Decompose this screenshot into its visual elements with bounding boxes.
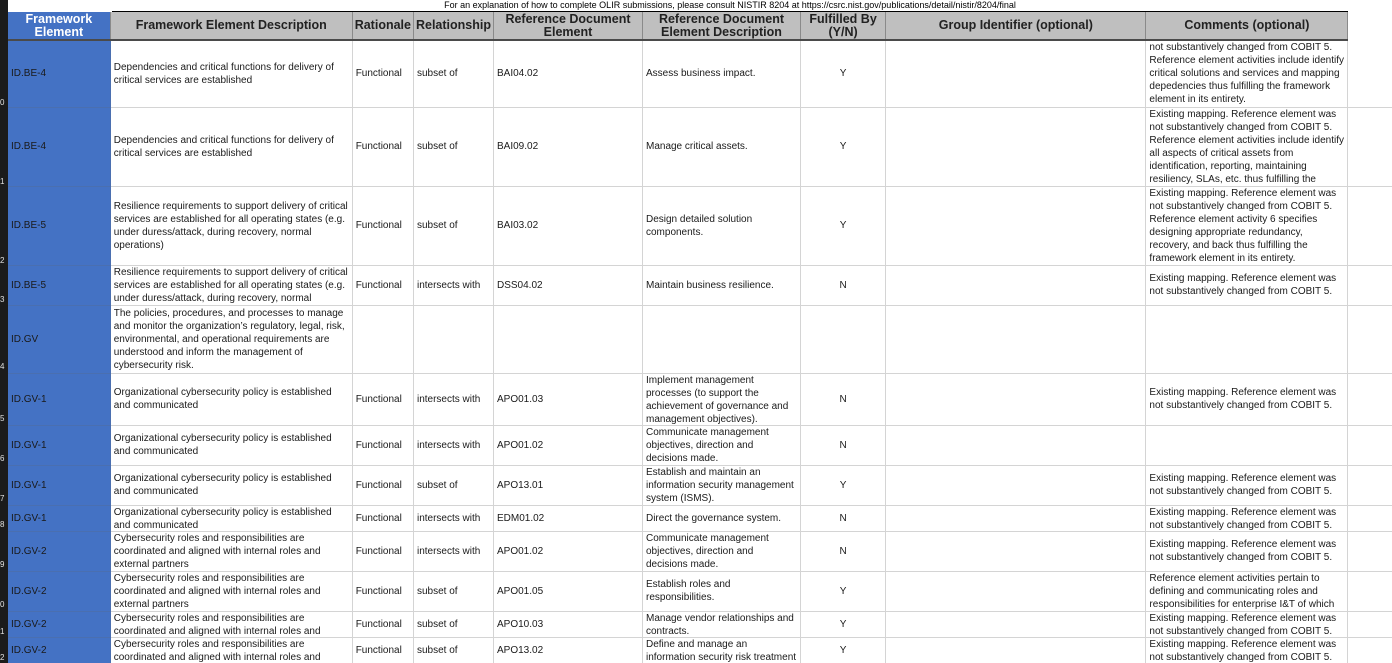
row-number-7[interactable]: 7 [0, 494, 5, 503]
reference-document-element-cell[interactable] [493, 107, 642, 186]
relationship-cell-text: intersects with [416, 512, 481, 524]
rationale-cell-text: Functional [355, 585, 402, 597]
empty-cell[interactable] [1348, 611, 1392, 637]
group-identifier-cell[interactable] [886, 505, 1146, 531]
framework-element-cell-text: ID.GV [11, 333, 39, 345]
table-row [8, 425, 1392, 465]
fulfilled-by-cell[interactable] [800, 305, 885, 373]
framework-element-cell-text: ID.GV-2 [11, 545, 47, 557]
framework-element-cell-text: ID.GV-2 [11, 644, 47, 656]
framework-element-description-cell-text: Organizational cybersecurity policy is established and communicated [113, 387, 332, 411]
reference-document-element-description-cell-text: Implement management processes (to support the achievement of governance and management objectives). [645, 374, 789, 425]
empty-cell[interactable] [1348, 571, 1392, 611]
framework-element-description-cell-text: Cybersecurity roles and responsibilities are coordinated and aligned with internal roles and [113, 612, 321, 637]
group-identifier-cell[interactable] [886, 571, 1146, 611]
empty-cell[interactable] [1348, 305, 1392, 373]
reference-document-element-cell[interactable] [493, 637, 642, 663]
reference-document-element-cell-text: BAI04.02 [496, 68, 539, 80]
framework-element-description-cell-text: Cybersecurity roles and responsibilities are coordinated and aligned with internal roles and external partners [113, 572, 321, 610]
comments-cell-text: Existing mapping. Reference element was not substantively changed from COBIT 5. Reference element activity 6 specifies designing appropriate redundancy, recovery, and back thus fulfilling the framework element in its entirety. [1149, 187, 1337, 264]
comments-cell-text: Existing mapping. Reference element was not substantively changed from COBIT 5. [1149, 638, 1337, 663]
rationale-cell[interactable] [352, 40, 413, 107]
header-comments[interactable]: Comments (optional) [1146, 12, 1348, 40]
reference-document-element-cell-text: APO01.05 [496, 585, 544, 597]
relationship-cell[interactable] [413, 186, 493, 265]
reference-document-element-description-cell-text: Manage vendor relationships and contracts. [645, 612, 794, 637]
relationship-cell[interactable] [413, 611, 493, 637]
reference-document-element-cell[interactable] [493, 305, 642, 373]
comments-cell-text: Existing mapping. Reference element was not substantively changed from COBIT 5. [1149, 612, 1337, 637]
rationale-cell[interactable] [352, 305, 413, 373]
comments-cell[interactable] [1146, 373, 1348, 425]
rationale-cell[interactable] [352, 505, 413, 531]
reference-document-element-description-cell[interactable] [642, 186, 800, 265]
rationale-cell[interactable] [352, 465, 413, 505]
reference-document-element-cell[interactable] [493, 425, 642, 465]
empty-cell[interactable] [1348, 40, 1392, 107]
comments-cell[interactable] [1146, 611, 1348, 637]
reference-document-element-description-cell[interactable] [642, 425, 800, 465]
fulfilled-by-cell[interactable] [800, 373, 885, 425]
reference-document-element-cell-text: DSS04.02 [496, 279, 543, 291]
framework-element-description-cell[interactable] [110, 571, 352, 611]
reference-document-element-cell[interactable] [493, 571, 642, 611]
reference-document-element-description-cell-text: Manage critical assets. [645, 141, 748, 152]
reference-document-element-description-cell-text: Assess business impact. [645, 68, 756, 80]
framework-element-description-cell-text: The policies, procedures, and processes to manage and monitor the organization’s regulatory, legal, risk, environmental, and operational requirements are understood and inform the management of cybersecurity risk. [113, 307, 345, 371]
header-empty-cell[interactable] [1348, 12, 1392, 40]
comments-cell[interactable] [1146, 571, 1348, 611]
fulfilled-by-cell-text: Y [839, 618, 847, 630]
header-fulfilled-by[interactable]: Fulfilled By (Y/N) [800, 12, 885, 40]
group-identifier-cell[interactable] [886, 637, 1146, 663]
fulfilled-by-cell[interactable] [800, 265, 885, 305]
empty-cell[interactable] [1348, 373, 1392, 425]
rationale-cell[interactable] [352, 373, 413, 425]
header-framework-element[interactable]: Framework Element [8, 12, 110, 40]
row-number-2[interactable]: 2 [0, 256, 5, 265]
relationship-cell-text: intersects with [416, 393, 481, 405]
relationship-cell[interactable] [413, 465, 493, 505]
reference-document-element-cell-text: APO01.03 [496, 393, 544, 405]
framework-element-cell[interactable] [8, 637, 110, 663]
relationship-cell[interactable] [413, 373, 493, 425]
rationale-cell[interactable] [352, 611, 413, 637]
framework-element-cell-text: ID.BE-5 [11, 279, 47, 291]
relationship-cell[interactable] [413, 637, 493, 663]
reference-document-element-description-cell[interactable] [642, 637, 800, 663]
relationship-cell-text: subset of [416, 585, 458, 597]
reference-document-element-cell[interactable] [493, 531, 642, 571]
relationship-cell[interactable] [413, 571, 493, 611]
rationale-cell[interactable] [352, 571, 413, 611]
row-number-6[interactable]: 6 [0, 454, 5, 463]
comments-cell-text: Existing mapping. Reference element was not substantively changed from COBIT 5. [1149, 473, 1337, 497]
empty-cell[interactable] [1348, 637, 1392, 663]
relationship-cell-text: subset of [416, 141, 458, 152]
rationale-cell-text: Functional [355, 545, 402, 557]
empty-cell[interactable] [1348, 465, 1392, 505]
fulfilled-by-cell[interactable] [800, 186, 885, 265]
fulfilled-by-cell-text: N [839, 439, 847, 451]
fulfilled-by-cell[interactable] [800, 465, 885, 505]
rationale-cell-text: Functional [355, 618, 402, 630]
table-row [8, 305, 1392, 373]
group-identifier-cell[interactable] [886, 611, 1146, 637]
table-row [8, 505, 1392, 531]
framework-element-description-cell[interactable] [110, 611, 352, 637]
reference-document-element-cell-text: APO13.01 [496, 479, 544, 491]
empty-cell[interactable] [1348, 505, 1392, 531]
rationale-cell[interactable] [352, 425, 413, 465]
table-row [8, 107, 1392, 186]
relationship-cell-text: intersects with [416, 279, 481, 291]
framework-element-description-cell-text: Cybersecurity roles and responsibilities are coordinated and aligned with internal roles and external partners [113, 532, 321, 570]
rationale-cell-text: Functional [355, 644, 402, 656]
fulfilled-by-cell-text: Y [839, 479, 847, 491]
relationship-cell-text: subset of [416, 68, 458, 80]
framework-element-cell[interactable] [8, 373, 110, 425]
header-rationale[interactable]: Rationale [352, 12, 413, 40]
reference-document-element-cell-text: BAI03.02 [496, 220, 539, 231]
framework-element-cell-text: ID.GV-1 [11, 512, 47, 524]
empty-cell[interactable] [1348, 425, 1392, 465]
framework-element-description-cell[interactable] [110, 373, 352, 425]
reference-document-element-cell[interactable] [493, 465, 642, 505]
reference-document-element-description-cell-text: Establish and maintain an information security management system (ISMS). [645, 466, 794, 504]
reference-document-element-description-cell-text: Communicate management objectives, direction and decisions made. [645, 426, 769, 464]
reference-document-element-cell[interactable] [493, 40, 642, 107]
relationship-cell[interactable] [413, 40, 493, 107]
group-identifier-cell[interactable] [886, 425, 1146, 465]
rationale-cell-text: Functional [355, 141, 402, 152]
row-number-10[interactable]: 0 [0, 600, 5, 609]
framework-element-cell[interactable] [8, 505, 110, 531]
group-identifier-cell[interactable] [886, 265, 1146, 305]
reference-document-element-description-cell[interactable] [642, 571, 800, 611]
framework-element-cell[interactable] [8, 186, 110, 265]
reference-document-element-description-cell[interactable] [642, 305, 800, 373]
framework-element-cell-text: ID.BE-4 [11, 141, 47, 152]
framework-element-description-cell[interactable] [110, 505, 352, 531]
reference-document-element-cell[interactable] [493, 265, 642, 305]
comments-cell[interactable] [1146, 107, 1348, 186]
reference-document-element-cell[interactable] [493, 186, 642, 265]
relationship-cell-text: intersects with [416, 545, 481, 557]
reference-document-element-cell-text: APO01.02 [496, 439, 544, 451]
framework-element-cell[interactable] [8, 40, 110, 107]
comments-cell[interactable] [1146, 637, 1348, 663]
comments-cell[interactable] [1146, 186, 1348, 265]
reference-document-element-description-cell[interactable] [642, 373, 800, 425]
framework-element-cell[interactable] [8, 425, 110, 465]
framework-element-description-cell-text: Organizational cybersecurity policy is established and communicated [113, 473, 332, 497]
reference-document-element-description-cell-text: Maintain business resilience. [645, 279, 774, 291]
framework-element-cell[interactable] [8, 305, 110, 373]
row-number-0[interactable]: 0 [0, 98, 5, 107]
framework-element-cell-text: ID.GV-1 [11, 393, 47, 405]
framework-element-description-cell[interactable] [110, 40, 352, 107]
comments-cell[interactable] [1146, 425, 1348, 465]
group-identifier-cell[interactable] [886, 373, 1146, 425]
framework-element-description-cell[interactable] [110, 637, 352, 663]
relationship-cell[interactable] [413, 265, 493, 305]
reference-document-element-description-cell-text: Establish roles and responsibilities. [645, 579, 731, 603]
rationale-cell[interactable] [352, 637, 413, 663]
framework-element-description-cell-text: Organizational cybersecurity policy is established and communicated [113, 433, 332, 457]
row-number-1[interactable]: 1 [0, 177, 5, 186]
table-row [8, 637, 1392, 663]
group-identifier-cell[interactable] [886, 531, 1146, 571]
rationale-cell[interactable] [352, 531, 413, 571]
comments-cell-text: Reference element activities pertain to defining and communicating roles and responsibilities for enterprise I&T of which [1149, 572, 1335, 610]
reference-document-element-cell-text: BAI09.02 [496, 141, 539, 152]
table-row [8, 611, 1392, 637]
framework-element-cell[interactable] [8, 465, 110, 505]
comments-cell-text: Existing mapping. Reference element was not substantively changed from COBIT 5. Reference element activities include identify all aspects of critical assets from identification, reporting, maintaining resiliency, SLAs, etc. thus fulfilling the [1149, 108, 1344, 185]
rationale-cell[interactable] [352, 107, 413, 186]
relationship-cell-text: subset of [416, 618, 458, 630]
empty-cell[interactable] [1348, 107, 1392, 186]
table-body [8, 40, 1392, 663]
row-number-5[interactable]: 5 [0, 414, 5, 423]
comments-cell-text: Existing mapping. Reference element was not substantively changed from COBIT 5. [1149, 539, 1337, 563]
reference-document-element-description-cell[interactable] [642, 505, 800, 531]
rationale-cell-text: Functional [355, 479, 402, 491]
framework-element-cell-text: ID.BE-4 [11, 68, 47, 80]
framework-element-description-cell[interactable] [110, 425, 352, 465]
framework-element-cell-text: ID.GV-2 [11, 618, 47, 630]
mapping-table [8, 12, 1392, 663]
reference-document-element-description-cell[interactable] [642, 40, 800, 107]
row-number-9[interactable]: 9 [0, 560, 5, 569]
comments-cell[interactable] [1146, 505, 1348, 531]
framework-element-cell[interactable] [8, 611, 110, 637]
framework-element-description-cell[interactable] [110, 107, 352, 186]
group-identifier-cell[interactable] [886, 107, 1146, 186]
framework-element-description-cell[interactable] [110, 186, 352, 265]
row-number-3[interactable]: 3 [0, 295, 5, 304]
rationale-cell[interactable] [352, 186, 413, 265]
row-number-8[interactable]: 8 [0, 520, 5, 529]
reference-document-element-description-cell[interactable] [642, 107, 800, 186]
header-group-identifier[interactable]: Group Identifier (optional) [886, 12, 1146, 40]
comments-cell-text: not substantively changed from COBIT 5. Reference element activities include identify critical solutions and services and mapping depedencies thus fulfilling the framework element in its entirety. [1149, 42, 1344, 106]
framework-element-description-cell-text: Resilience requirements to support delivery of critical services are established for all operating states (e.g. under duress/attack, during recovery, normal operations) [113, 200, 348, 251]
fulfilled-by-cell-text: Y [839, 644, 847, 656]
relationship-cell-text: intersects with [416, 439, 481, 451]
framework-element-description-cell[interactable] [110, 265, 352, 305]
comments-cell[interactable] [1146, 265, 1348, 305]
reference-document-element-cell-text: APO13.02 [496, 644, 544, 656]
instructions-note: For an explanation of how to complete OLIR submissions, please consult NISTIR 8204 at https://csrc.nist.gov/publications/detail/nistir/8204/final [444, 0, 1016, 10]
reference-document-element-cell[interactable] [493, 373, 642, 425]
row-number-12[interactable]: 2 [0, 653, 5, 662]
header-reference-document-element[interactable]: Reference Document Element [493, 12, 642, 40]
reference-document-element-description-cell[interactable] [642, 465, 800, 505]
framework-element-description-cell[interactable] [110, 465, 352, 505]
fulfilled-by-cell[interactable] [800, 637, 885, 663]
relationship-cell[interactable] [413, 531, 493, 571]
table-row [8, 265, 1392, 305]
group-identifier-cell[interactable] [886, 186, 1146, 265]
reference-document-element-description-cell-text: Communicate management objectives, direction and decisions made. [645, 532, 769, 570]
framework-element-cell-text: ID.GV-1 [11, 439, 47, 451]
header-reference-document-element-description[interactable]: Reference Document Element Description [642, 12, 800, 40]
empty-cell[interactable] [1348, 531, 1392, 571]
table-row [8, 186, 1392, 265]
rationale-cell-text: Functional [355, 512, 402, 524]
framework-element-description-cell-text: Dependencies and critical functions for delivery of critical services are established [113, 61, 334, 86]
header-framework-element-description[interactable]: Framework Element Description [110, 12, 352, 40]
table-row [8, 465, 1392, 505]
rationale-cell-text: Functional [355, 393, 402, 405]
framework-element-cell[interactable] [8, 265, 110, 305]
fulfilled-by-cell[interactable] [800, 107, 885, 186]
fulfilled-by-cell-text: Y [839, 585, 847, 597]
reference-document-element-cell-text: APO10.03 [496, 618, 544, 630]
rationale-cell-text: Functional [355, 279, 402, 291]
group-identifier-cell[interactable] [886, 305, 1146, 373]
framework-element-cell-text: ID.GV-2 [11, 585, 47, 597]
relationship-cell-text: subset of [416, 479, 458, 491]
fulfilled-by-cell-text: Y [839, 220, 847, 231]
framework-element-cell[interactable] [8, 107, 110, 186]
framework-element-description-cell[interactable] [110, 305, 352, 373]
reference-document-element-description-cell[interactable] [642, 531, 800, 571]
fulfilled-by-cell[interactable] [800, 531, 885, 571]
rationale-cell-text: Functional [355, 439, 402, 451]
framework-element-description-cell-text: Organizational cybersecurity policy is established and communicated [113, 506, 332, 531]
comments-cell[interactable] [1146, 465, 1348, 505]
framework-element-cell-text: ID.GV-1 [11, 479, 47, 491]
comments-cell[interactable] [1146, 40, 1348, 107]
framework-element-description-cell-text: Resilience requirements to support delivery of critical services are established for all operating states (e.g. under duress/attack, during recovery, normal [113, 266, 348, 304]
fulfilled-by-cell[interactable] [800, 425, 885, 465]
fulfilled-by-cell-text: N [839, 545, 847, 557]
fulfilled-by-cell[interactable] [800, 505, 885, 531]
reference-document-element-description-cell[interactable] [642, 611, 800, 637]
fulfilled-by-cell-text: N [839, 512, 847, 524]
fulfilled-by-cell-text: N [839, 393, 847, 405]
relationship-cell[interactable] [413, 425, 493, 465]
group-identifier-cell[interactable] [886, 40, 1146, 107]
fulfilled-by-cell[interactable] [800, 571, 885, 611]
table-row [8, 531, 1392, 571]
rationale-cell[interactable] [352, 265, 413, 305]
framework-element-cell[interactable] [8, 531, 110, 571]
table-row [8, 373, 1392, 425]
comments-cell[interactable] [1146, 531, 1348, 571]
framework-element-description-cell-text: Dependencies and critical functions for delivery of critical services are established [113, 134, 334, 159]
rationale-cell-text: Functional [355, 220, 402, 231]
reference-document-element-description-cell-text: Design detailed solution components. [645, 213, 753, 238]
comments-cell-text: Existing mapping. Reference element was not substantively changed from COBIT 5. [1149, 506, 1337, 531]
fulfilled-by-cell-text: Y [839, 68, 847, 80]
reference-document-element-cell-text: EDM01.02 [496, 512, 545, 524]
framework-element-cell[interactable] [8, 571, 110, 611]
reference-document-element-cell[interactable] [493, 611, 642, 637]
relationship-cell[interactable] [413, 305, 493, 373]
reference-document-element-description-cell-text: Direct the governance system. [645, 512, 782, 524]
fulfilled-by-cell-text: N [839, 279, 847, 291]
comments-cell-text: Existing mapping. Reference element was not substantively changed from COBIT 5. [1149, 387, 1337, 411]
fulfilled-by-cell[interactable] [800, 611, 885, 637]
table-row [8, 571, 1392, 611]
reference-document-element-cell[interactable] [493, 505, 642, 531]
empty-cell[interactable] [1348, 265, 1392, 305]
relationship-cell[interactable] [413, 505, 493, 531]
empty-cell[interactable] [1348, 186, 1392, 265]
framework-element-description-cell-text: Cybersecurity roles and responsibilities are coordinated and aligned with internal roles and [113, 638, 321, 663]
framework-element-description-cell[interactable] [110, 531, 352, 571]
row-number-11[interactable]: 1 [0, 627, 5, 636]
table-row [8, 40, 1392, 107]
relationship-cell[interactable] [413, 107, 493, 186]
header-row [8, 12, 1392, 40]
rationale-cell-text: Functional [355, 68, 402, 80]
relationship-cell-text: subset of [416, 220, 458, 231]
comments-cell[interactable] [1146, 305, 1348, 373]
comments-cell-text: Existing mapping. Reference element was not substantively changed from COBIT 5. [1149, 273, 1337, 297]
group-identifier-cell[interactable] [886, 465, 1146, 505]
fulfilled-by-cell-text: Y [839, 141, 847, 152]
header-relationship[interactable]: Relationship [413, 12, 493, 40]
relationship-cell-text: subset of [416, 644, 458, 656]
fulfilled-by-cell[interactable] [800, 40, 885, 107]
reference-document-element-description-cell-text: Define and manage an information security risk treatment [645, 638, 797, 663]
framework-element-cell-text: ID.BE-5 [11, 220, 47, 231]
row-number-4[interactable]: 4 [0, 362, 5, 371]
reference-document-element-description-cell[interactable] [642, 265, 800, 305]
reference-document-element-cell-text: APO01.02 [496, 545, 544, 557]
